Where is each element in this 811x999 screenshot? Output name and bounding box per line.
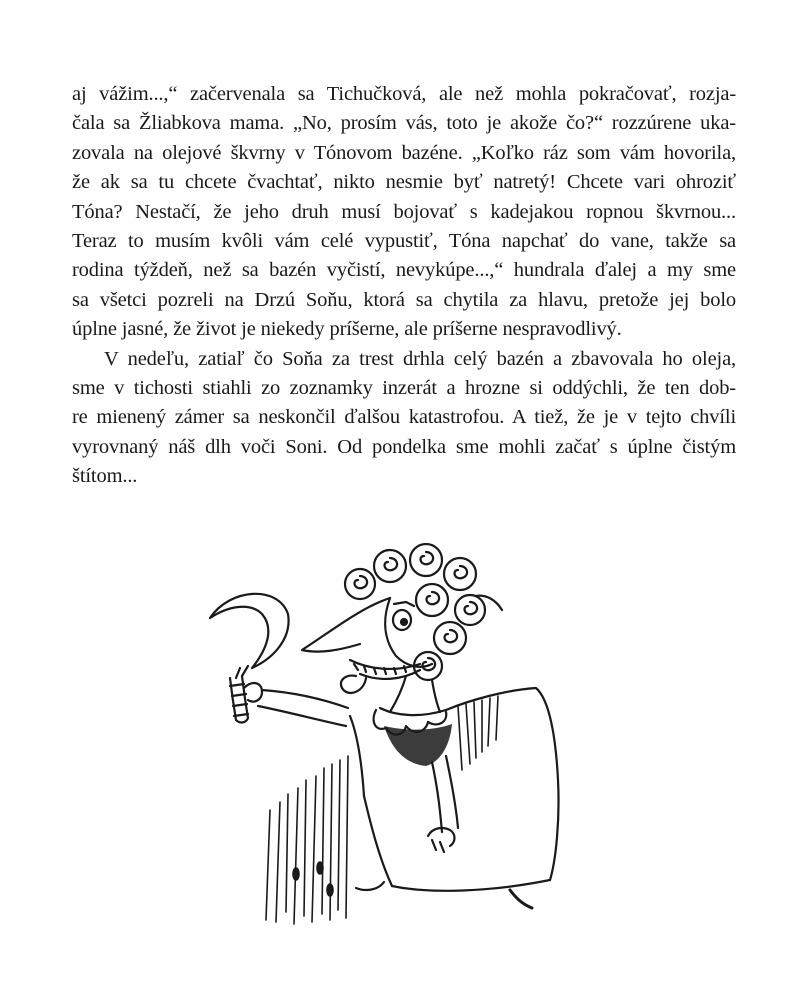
text-line: čala sa Žliabkova mama. „No, prosím vás, toto je akože čo?“ rozzúrene uka- xyxy=(72,112,736,135)
motion-lines xyxy=(266,756,348,924)
text-line: sa všetci pozreli na Drzú Soňu, ktorá sa chytila za hlavu, pretože jej bolo xyxy=(72,288,736,311)
body-text xyxy=(72,80,736,492)
text-line: úplne jasné, že život je niekedy príšerne, ale príšerne nespravodlivý. xyxy=(72,318,622,341)
text-line: aj vážim...,“ začervenala sa Tichučková, ale než mohla pokračovať, rozja- xyxy=(72,83,736,105)
paragraph-1 xyxy=(72,80,736,345)
text-line: že ak sa tu chcete čvachtať, nikto nesmie byť natretý! Chcete vari ohroziť xyxy=(72,171,736,194)
text-line: V nedeľu, zatiaľ čo Soňa za trest drhla celý bazén a zbavovala ho oleja, xyxy=(104,347,736,370)
text-line: sme v tichosti stiahli zo zoznamky inzerát a hrozne si oddýchli, že ten dob- xyxy=(72,377,736,400)
text-line: rodina týždeň, než sa bazén vyčistí, nevykúpe...,“ hundrala ďalej a my sme xyxy=(72,259,736,282)
paragraph-2 xyxy=(72,345,736,492)
text-line: re mienený zámer sa neskončil ďalšou katastrofou. A tiež, že je v tejto chvíli xyxy=(72,406,736,429)
woman-with-sickle-illustration xyxy=(170,540,590,930)
text-line: Teraz to musím kvôli vám celé vypustiť, Tóna napchať do vane, takže sa xyxy=(72,230,736,253)
text-line: vyrovnaný náš dlh voči Soni. Od pondelka sme mohli začať s úplne čistým xyxy=(72,435,736,458)
sickle-icon xyxy=(210,594,289,723)
text-line: štítom... xyxy=(72,465,138,488)
hair-curls xyxy=(345,544,502,680)
text-line: zovala na olejové škvrny v Tónovom bazéne. „Koľko ráz som vám hovorila, xyxy=(72,141,736,164)
text-line: Tóna? Nestačí, že jeho druh musí bojovať s kadejakou ropnou škvrnou... xyxy=(72,200,736,223)
